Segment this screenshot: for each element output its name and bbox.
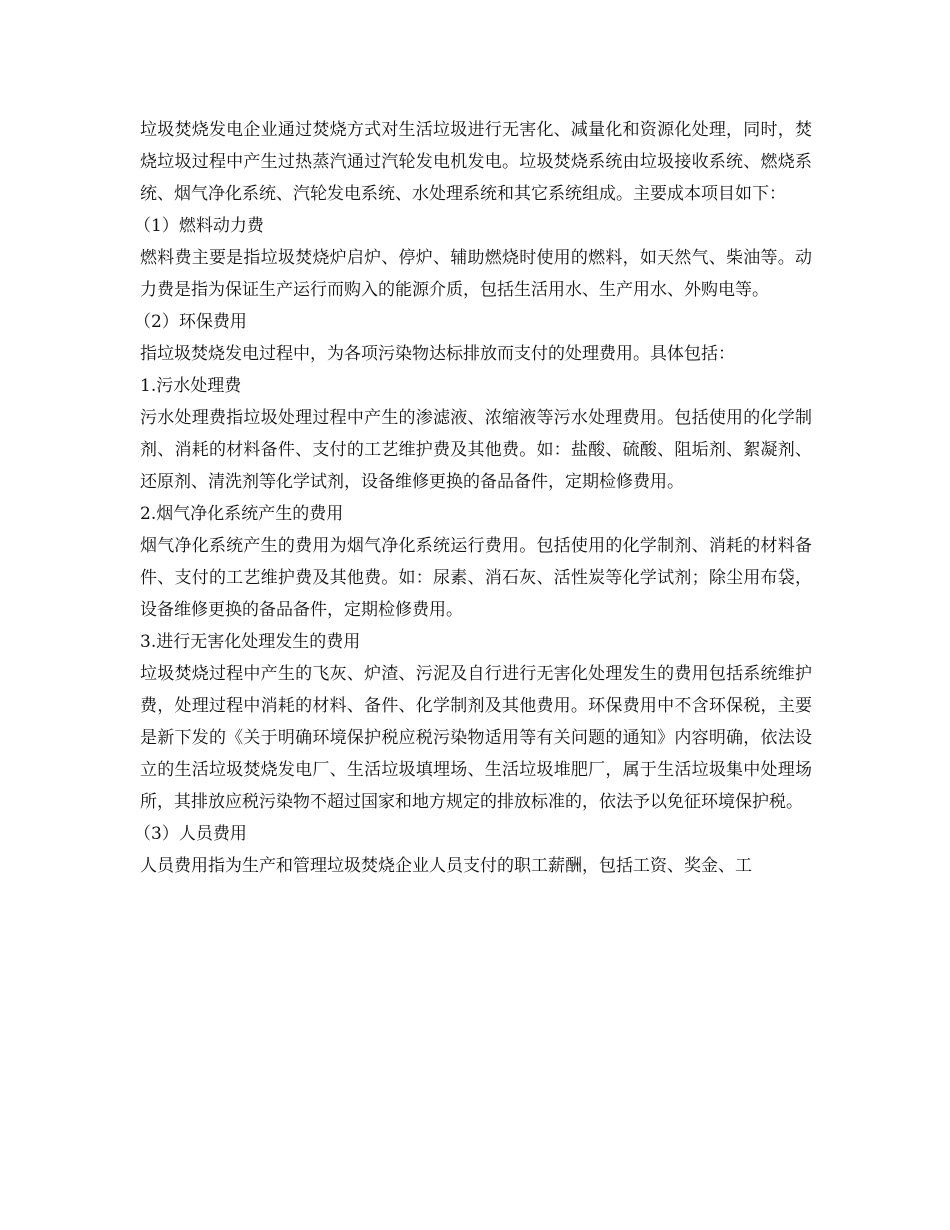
sewage-paragraph: 污水处理费指垃圾处理过程中产生的渗滤液、浓缩液等污水处理费用。包括使用的化学制剂、消耗的材料备件、支付的工艺维护费及其他费。如：盐酸、硫酸、阻垢剂、絮凝剂、还原剂、清洗剂等化学试剂，设备维修更换的备品备件，定期检修费用。 (140, 408, 812, 492)
intro-paragraph: 垃圾焚烧发电企业通过焚烧方式对生活垃圾进行无害化、减量化和资源化处理，同时，焚烧垃圾过程中产生过热蒸汽通过汽轮发电机发电。垃圾焚烧系统由垃圾接收系统、燃烧系统、烟气净化系统、汽轮发电系统、水处理系统和其它系统组成。主要成本项目如下： (140, 120, 812, 204)
subsection-heading-sewage: 1.污水处理费 (140, 376, 242, 396)
subsection-heading-harmless-treatment: 3.进行无害化处理发生的费用 (140, 632, 361, 652)
section-heading-environmental: （2）环保费用 (134, 312, 247, 332)
document-page (134, 114, 812, 882)
harmless-treatment-paragraph: 垃圾焚烧过程中产生的飞灰、炉渣、污泥及自行进行无害化处理发生的费用包括系统维护费，处理过程中消耗的材料、备件、化学制剂及其他费用。环保费用中不含环保税，主要是新下发的《关于明确环境保护税应税污染物适用等有关问题的通知》内容明确，依法设立的生活垃圾焚烧发电厂、生活垃圾填埋场、生活垃圾堆肥厂，属于生活垃圾集中处理场所，其排放应税污染物不超过国家和地方规定的排放标准的，依法予以免征环境保护税。 (140, 664, 812, 812)
section-heading-personnel: （3）人员费用 (134, 824, 247, 844)
fuel-power-paragraph: 燃料费主要是指垃圾焚烧炉启炉、停炉、辅助燃烧时使用的燃料，如天然气、柴油等。动力费是指为保证生产运行而购入的能源介质，包括生活用水、生产用水、外购电等。 (140, 248, 812, 300)
flue-gas-paragraph: 烟气净化系统产生的费用为烟气净化系统运行费用。包括使用的化学制剂、消耗的材料备件、支付的工艺维护费及其他费。如：尿素、消石灰、活性炭等化学试剂；除尘用布袋，设备维修更换的备品备件，定期检修费用。 (140, 536, 812, 620)
environmental-intro-paragraph: 指垃圾焚烧发电过程中，为各项污染物达标排放而支付的处理费用。具体包括： (140, 344, 735, 364)
section-heading-fuel-power: （1）燃料动力费 (134, 216, 264, 236)
personnel-paragraph: 人员费用指为生产和管理垃圾焚烧企业人员支付的职工薪酬，包括工资、奖金、工 (140, 856, 752, 876)
subsection-heading-flue-gas: 2.烟气净化系统产生的费用 (140, 504, 344, 524)
